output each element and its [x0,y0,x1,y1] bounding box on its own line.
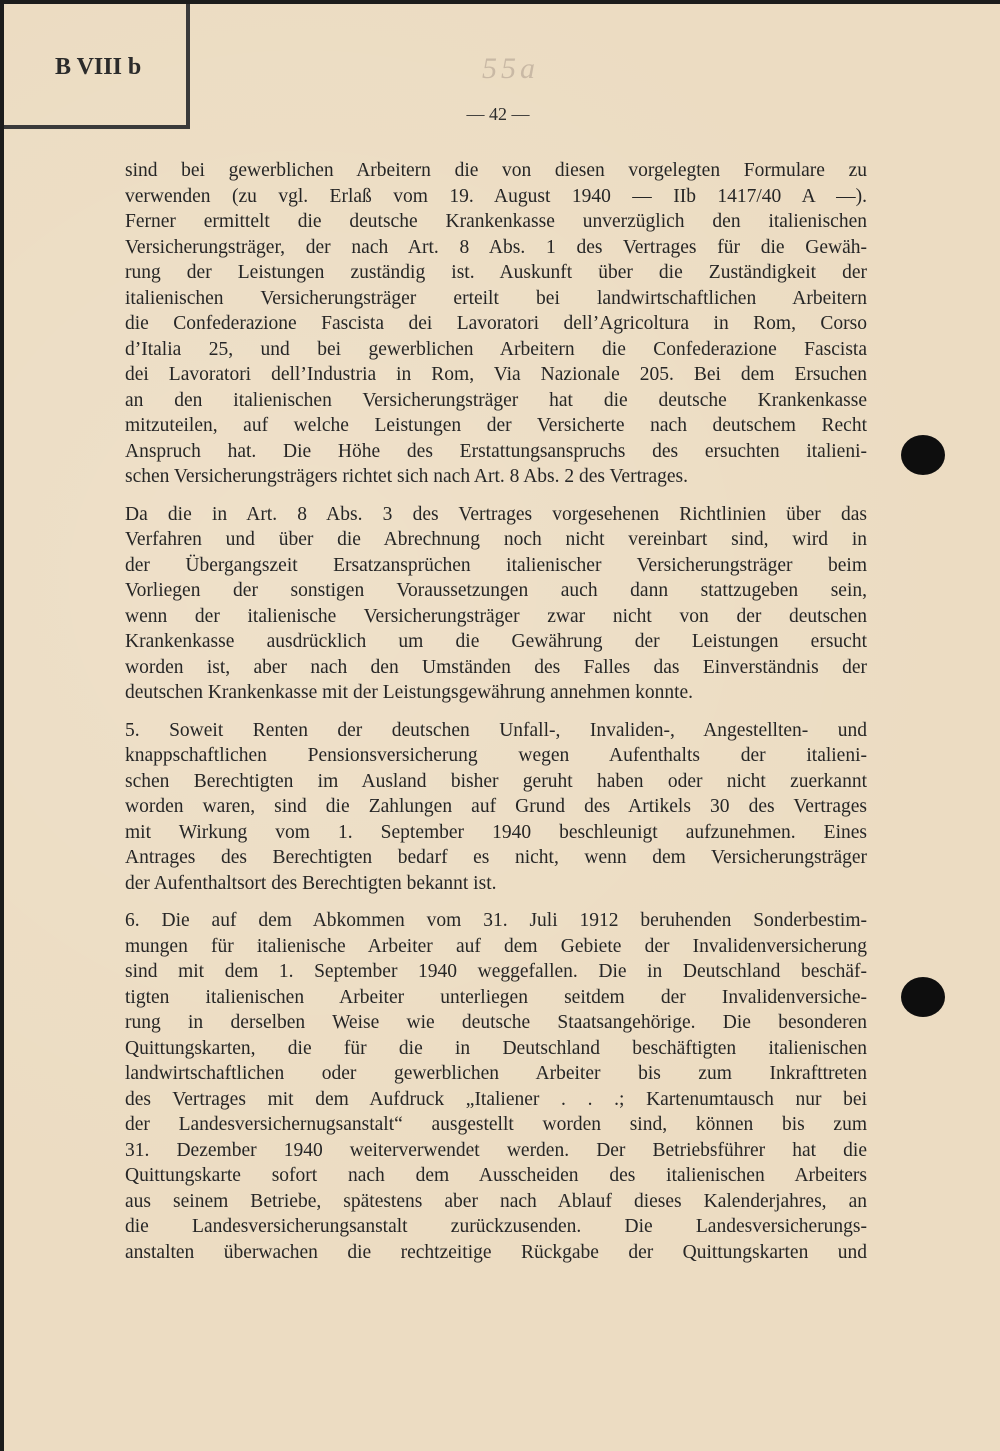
text-line: worden ist, aber nach den Umständen des Falles das Einverständnis der [125,656,867,678]
text-line: wenn der italienische Versicherungsträger zwar nicht von der deutschen [125,605,867,627]
text-line: der Aufenthaltsort des Berechtigten bekannt ist. [125,872,497,894]
text-line: sind mit dem 1. September 1940 weggefallen. Die in Deutschland beschäf- [125,961,867,982]
text-line: des Vertrages mit dem Aufdruck „Italiener . . .; Kartenumtausch nur bei [125,1088,867,1110]
text-line: Verfahren und über die Abrechnung noch nicht vereinbart sind, wird in [125,529,867,550]
text-line: Antrages des Berechtigten bedarf es nicht, wenn dem Versicherungsträger [125,847,867,868]
text-line: Ferner ermittelt die deutsche Krankenkasse unverzüglich den italienischen [125,211,867,232]
paragraph [125,502,867,706]
text-line: an den italienischen Versicherungsträger hat die deutsche Krankenkasse [125,389,867,411]
text-line: d’Italia 25, und bei gewerblichen Arbeitern die Confederazione Fascista [125,338,867,360]
text-line: Krankenkasse ausdrücklich um die Gewährung der Leistungen ersucht [125,631,867,652]
punch-hole [901,977,945,1017]
text-line: sind bei gewerblichen Arbeitern die von diesen vorgelegten Formulare zu [125,160,867,181]
text-line: Versicherungsträger, der nach Art. 8 Abs. 1 des Vertrages für die Gewäh- [125,236,867,258]
paragraph [125,908,867,1265]
text-line: mit Wirkung vom 1. September 1940 beschleunigt aufzunehmen. Eines [125,821,867,843]
document-body [125,158,867,1277]
text-line: tigten italienischen Arbeiter unterliegen seitdem der Invalidenversiche- [125,986,867,1008]
text-line: die Confederazione Fascista dei Lavoratori dell’Agricoltura in Rom, Corso [125,313,867,334]
text-line: deutschen Krankenkasse mit der Leistungsgewährung annehmen konnte. [125,682,694,703]
text-line: rung in derselben Weise wie deutsche Staatsangehörige. Die besonderen [125,1012,867,1033]
text-line: worden waren, sind die Zahlungen auf Grund des Artikels 30 des Vertrages [125,796,867,817]
page-number: — 42 — [466,104,530,124]
paragraph [125,158,867,490]
text-line: 31. Dezember 1940 weiterverwendet werden. Der Betriebsführer hat die [125,1139,867,1161]
text-line: Quittungskarte sofort nach dem Ausscheiden des italienischen Arbeiters [125,1165,867,1186]
text-line: anstalten überwachen die rechtzeitige Rückgabe der Quittungskarten und [125,1241,867,1263]
text-line: knappschaftlichen Pensionsversicherung wegen Aufenthalts der italieni- [125,745,867,766]
text-line: mitzuteilen, auf welche Leistungen der Versicherte nach deutschem Recht [125,415,867,436]
text-line: 5. Soweit Renten der deutschen Unfall-, Invaliden-, Angestellten- und [125,719,867,741]
text-line: landwirtschaftlichen oder gewerblichen Arbeiter bis zum Inkrafttreten [125,1063,867,1084]
text-line: der Übergangszeit Ersatzansprüchen italienischer Versicherungsträger beim [125,554,867,576]
text-line: schen Versicherungsträgers richtet sich nach Art. 8 Abs. 2 des Vertrages. [125,466,689,487]
text-line: verwenden (zu vgl. Erlaß vom 19. August 1940 — IIb 1417/40 A —). [125,185,867,207]
handwritten-note: 55a [482,52,539,85]
text-line: dei Lavoratori dell’Industria in Rom, Via Nazionale 205. Bei dem Ersuchen [125,364,867,385]
paragraph [125,718,867,897]
text-line: mungen für italienische Arbeiter auf dem Gebiete der Invalidenversicherung [125,935,867,957]
text-line: Anspruch hat. Die Höhe des Erstattungsanspruchs des ersuchten italieni- [125,440,867,462]
punch-hole [901,435,945,475]
text-line: Da die in Art. 8 Abs. 3 des Vertrages vorgesehenen Richtlinien über das [125,503,867,525]
text-line: Vorliegen der sonstigen Voraussetzungen auch dann stattzugeben sein, [125,580,867,601]
text-line: Quittungskarten, die für die in Deutschland beschäftigten italienischen [125,1037,867,1059]
text-line: schen Berechtigten im Ausland bisher geruht haben oder nicht zuerkannt [125,770,867,792]
text-line: 6. Die auf dem Abkommen vom 31. Juli 1912 beruhenden Sonderbestim- [125,910,867,931]
text-line: der Landesversichernugsanstalt“ ausgestellt worden sind, können bis zum [125,1114,867,1135]
section-code: B VIII b [55,54,142,80]
text-line: aus seinem Betriebe, spätestens aber nach Ablauf dieses Kalenderjahres, an [125,1190,867,1212]
text-line: italienischen Versicherungsträger erteilt bei landwirtschaftlichen Arbeitern [125,287,867,309]
text-line: rung der Leistungen zuständig ist. Auskunft über die Zuständigkeit der [125,262,867,283]
text-line: die Landesversicherungsanstalt zurückzusenden. Die Landesversicherungs- [125,1216,867,1237]
